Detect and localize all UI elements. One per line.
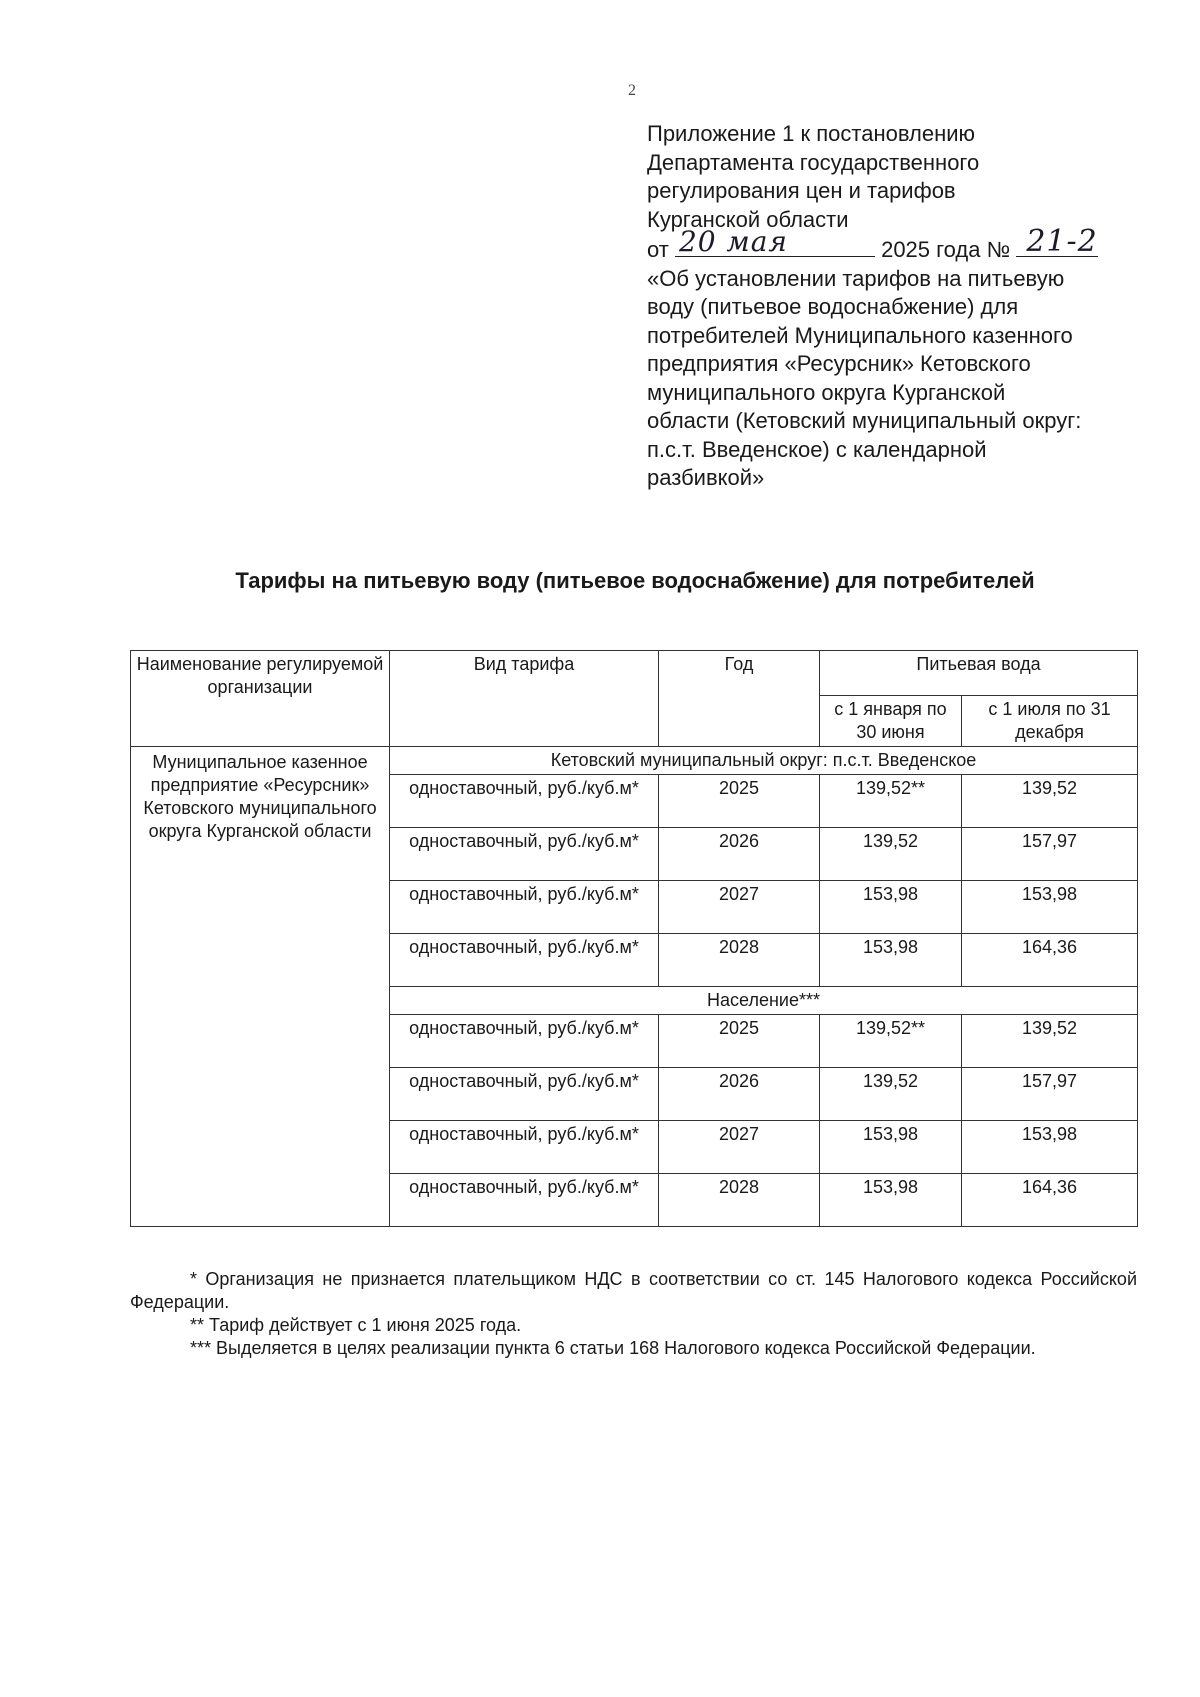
first-half-value: 153,98 — [820, 1121, 962, 1174]
subject-line: «Об установлении тарифов на питьевую — [647, 265, 1065, 291]
tariff-type-cell: одноставочный, руб./куб.м* — [390, 775, 659, 828]
year-cell: 2027 — [659, 881, 820, 934]
appendix-line: Курганской области — [647, 206, 849, 232]
appendix-header — [647, 120, 1167, 493]
footnote-effective-date: ** Тариф действует с 1 июня 2025 года. — [190, 1315, 522, 1335]
year-label: 2025 года № — [881, 237, 1011, 262]
second-half-value: 139,52 — [962, 1015, 1138, 1068]
subject-line: области (Кетовский муниципальный округ: — [647, 408, 1082, 433]
subject-line: муниципального округа Курганской — [647, 379, 1006, 405]
year-cell: 2028 — [659, 1174, 820, 1227]
header-org: Наименование регулируемой организации — [131, 651, 390, 747]
subject-line: потребителей Муниципального казенного — [647, 322, 1073, 348]
first-half-value: 139,52 — [820, 828, 962, 881]
second-half-value: 139,52 — [962, 775, 1138, 828]
page-number: 2 — [628, 82, 636, 99]
year-cell: 2026 — [659, 1068, 820, 1121]
appendix-line: регулирования цен и тарифов — [647, 178, 956, 203]
subject-line: п.с.т. Введенское) с календарной — [647, 436, 987, 462]
table-header-row — [131, 651, 1138, 696]
footnotes — [130, 1268, 1137, 1360]
tariff-type-cell: одноставочный, руб./куб.м* — [390, 1015, 659, 1068]
header-first-half: с 1 января по 30 июня — [820, 696, 962, 747]
section-row — [131, 747, 1138, 775]
appendix-line: Приложение 1 к постановлению — [647, 121, 976, 146]
appendix-line: Департамента государственного — [647, 149, 980, 175]
tariff-type-cell: одноставочный, руб./куб.м* — [390, 881, 659, 934]
date-field — [675, 225, 875, 258]
year-cell: 2025 — [659, 1015, 820, 1068]
first-half-value: 153,98 — [820, 881, 962, 934]
section-title: Кетовский муниципальный округ: п.с.т. Введенское — [390, 747, 1138, 775]
tariff-type-cell: одноставочный, руб./куб.м* — [390, 1174, 659, 1227]
handwritten-number: 21-2 — [1026, 224, 1098, 259]
first-half-value: 139,52 — [820, 1068, 962, 1121]
subject-line: предприятия «Ресурсник» Кетовского — [647, 351, 1031, 376]
second-half-value: 153,98 — [962, 1121, 1138, 1174]
tariff-type-cell: одноставочный, руб./куб.м* — [390, 828, 659, 881]
second-half-value: 164,36 — [962, 934, 1138, 987]
number-field — [1016, 224, 1098, 259]
tariff-type-cell: одноставочный, руб./куб.м* — [390, 1121, 659, 1174]
tariff-table — [130, 650, 1138, 1227]
header-year: Год — [659, 651, 820, 747]
header-tariff-type: Вид тарифа — [390, 651, 659, 747]
header-drinking-water: Питьевая вода — [820, 651, 1138, 696]
first-half-value: 153,98 — [820, 1174, 962, 1227]
page-title: Тарифы на питьевую воду (питьевое водоснабжение) для потребителей — [235, 568, 1035, 593]
year-cell: 2026 — [659, 828, 820, 881]
subject-line: воду (питьевое водоснабжение) для — [647, 294, 1019, 319]
subject-line: разбивкой» — [647, 465, 765, 490]
date-prefix: от — [647, 237, 669, 262]
second-half-value: 157,97 — [962, 828, 1138, 881]
first-half-value: 153,98 — [820, 934, 962, 987]
year-cell: 2027 — [659, 1121, 820, 1174]
section-title: Население*** — [390, 987, 1138, 1015]
organization-cell: Муниципальное казенное предприятие «Ресурсник» Кетовского муниципального округа Курганской области — [131, 747, 390, 1227]
handwritten-date: 20 мая — [678, 225, 788, 258]
second-half-value: 164,36 — [962, 1174, 1138, 1227]
first-half-value: 139,52** — [820, 1015, 962, 1068]
footnote-vat: * Организация не признается плательщиком НДС в соответствии со ст. 145 Налогового кодекса Российской Федерации. — [130, 1269, 1137, 1312]
tariff-type-cell: одноставочный, руб./куб.м* — [390, 1068, 659, 1121]
first-half-value: 139,52** — [820, 775, 962, 828]
second-half-value: 153,98 — [962, 881, 1138, 934]
decree-date-line — [647, 224, 1167, 265]
second-half-value: 157,97 — [962, 1068, 1138, 1121]
footnote-population: *** Выделяется в целях реализации пункта 6 статьи 168 Налогового кодекса Российской Федерации. — [190, 1338, 1036, 1358]
tariff-type-cell: одноставочный, руб./куб.м* — [390, 934, 659, 987]
year-cell: 2025 — [659, 775, 820, 828]
header-second-half: с 1 июля по 31 декабря — [962, 696, 1138, 747]
year-cell: 2028 — [659, 934, 820, 987]
